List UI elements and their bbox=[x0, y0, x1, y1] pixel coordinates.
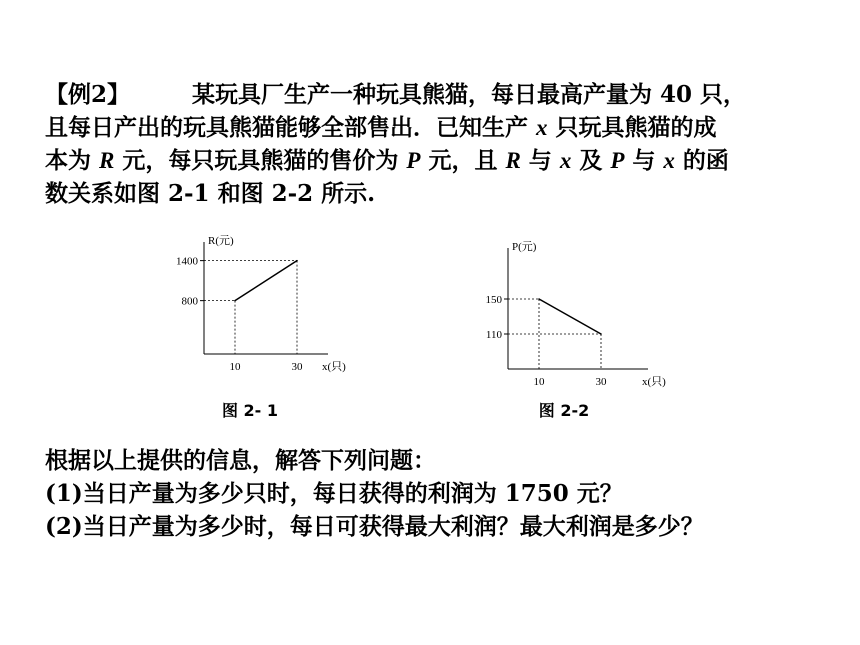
x-tick-label: 30 bbox=[291, 361, 303, 373]
data-point bbox=[234, 300, 236, 302]
figure-2-2 bbox=[468, 234, 666, 428]
figure-caption: 图 2-2 bbox=[538, 401, 590, 420]
x-tick-label: 30 bbox=[595, 376, 607, 388]
figure-2-1 bbox=[158, 228, 346, 428]
chart-p-vs-x bbox=[468, 234, 666, 428]
data-point bbox=[538, 298, 540, 300]
data-point bbox=[600, 333, 602, 335]
series-line bbox=[539, 299, 601, 334]
questions bbox=[45, 444, 835, 543]
problem-line-2: 且每日产出的玩具熊猫能够全部售出．已知生产 x 只玩具熊猫的成 bbox=[45, 114, 717, 141]
problem-line-3: 本为 R 元，每只玩具熊猫的售价为 P 元，且 R 与 x 及 P 与 x 的函 bbox=[45, 147, 729, 174]
example-tag: 【例2】 bbox=[45, 81, 131, 108]
y-tick-label: 800 bbox=[181, 295, 198, 308]
x-tick-label: 10 bbox=[533, 376, 545, 388]
y-axis-label: P(元) bbox=[512, 241, 537, 253]
problem-statement bbox=[45, 78, 835, 210]
questions-intro: 根据以上提供的信息，解答下列问题： bbox=[45, 447, 436, 474]
y-tick-label: 150 bbox=[485, 294, 502, 306]
x-tick-label: 10 bbox=[229, 361, 241, 373]
y-axis-label: R(元) bbox=[208, 235, 234, 247]
y-tick-label: 110 bbox=[485, 329, 502, 341]
question-1: (1)当日产量为多少只时，每日获得的利润为 1750 元？ bbox=[45, 480, 623, 507]
y-tick-label: 1400 bbox=[176, 255, 198, 268]
problem-line-1: 【例2】 某玩具厂生产一种玩具熊猫，每日最高产量为 40 只， bbox=[45, 81, 747, 108]
question-2: (2)当日产量为多少时，每日可获得最大利润？最大利润是多少？ bbox=[45, 513, 704, 540]
series-line bbox=[235, 261, 297, 301]
chart-r-vs-x bbox=[158, 228, 346, 428]
x-axis-label: x(只) bbox=[642, 376, 666, 388]
figure-caption: 图 2- 1 bbox=[221, 401, 279, 420]
problem-line-4: 数关系如图 2-1 和图 2-2 所示. bbox=[45, 180, 376, 207]
data-point bbox=[296, 260, 298, 262]
x-axis-label: x(只) bbox=[322, 361, 346, 373]
